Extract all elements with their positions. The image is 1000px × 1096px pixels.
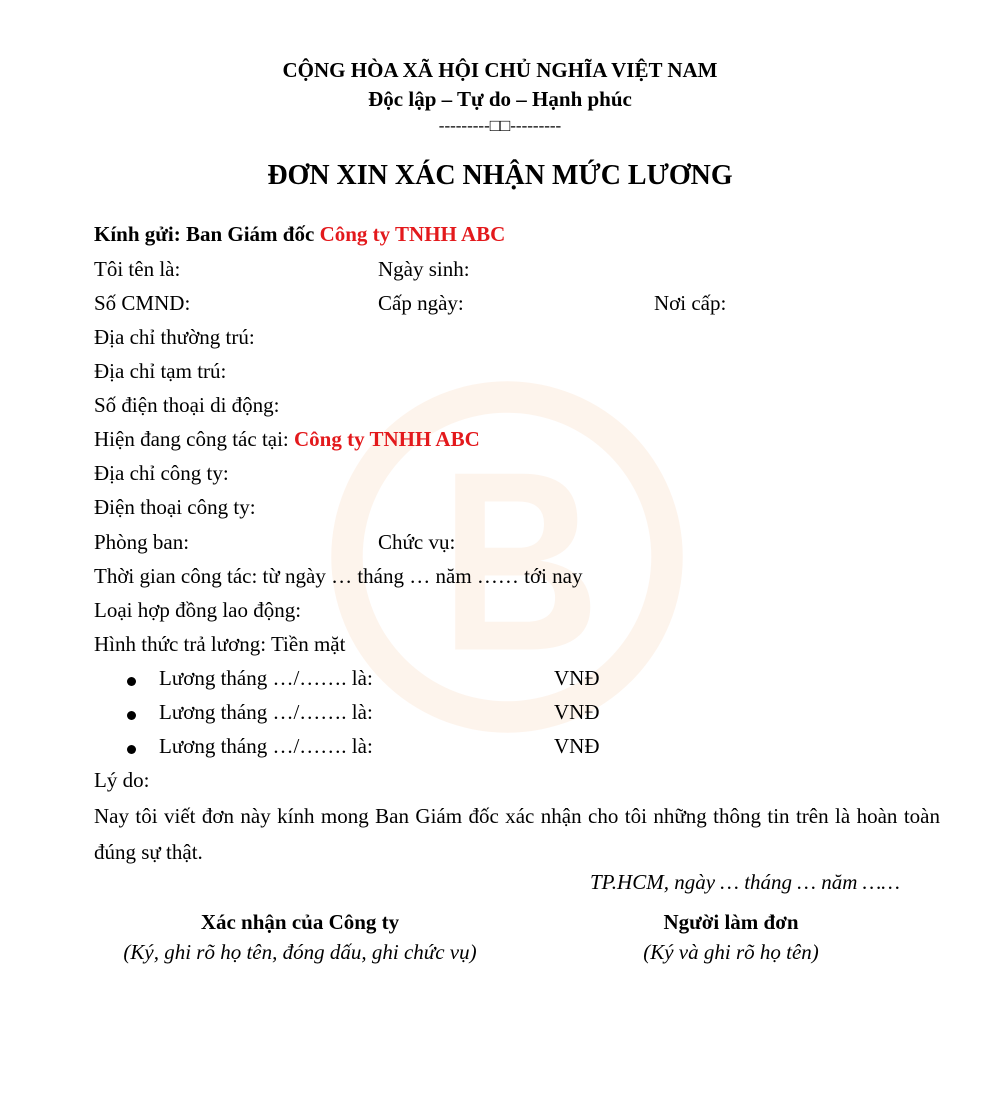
field-mobile-phone: Số điện thoại di động: — [94, 393, 280, 417]
field-department: Phòng ban: — [94, 530, 190, 554]
field-company-phone: Điện thoại công ty: — [94, 495, 256, 519]
field-id-number: Số CMND: — [94, 291, 191, 315]
field-position: Chức vụ: — [378, 530, 456, 554]
national-title: CỘNG HÒA XÃ HỘI CHỦ NGHĨA VIỆT NAM — [282, 58, 718, 82]
field-contract-type: Loại hợp đồng lao động: — [94, 598, 302, 622]
recipient-company: Công ty TNHH ABC — [319, 222, 506, 246]
field-issue-date: Cấp ngày: — [378, 291, 464, 315]
field-permanent-address: Địa chỉ thường trú: — [94, 325, 255, 349]
field-work-period: Thời gian công tác: từ ngày … tháng … năm …… tới nay — [94, 564, 583, 588]
salary-item-1-label: Lương tháng …/……. là: — [159, 666, 373, 690]
workplace-label: Hiện đang công tác tại: — [94, 427, 295, 451]
field-birthdate: Ngày sinh: — [378, 257, 470, 281]
field-issue-place: Nơi cấp: — [654, 291, 727, 315]
national-motto: Độc lập – Tự do – Hạnh phúc — [368, 87, 632, 111]
salary-item-3-label: Lương tháng …/……. là: — [159, 734, 373, 758]
field-workplace — [94, 427, 480, 452]
recipient-line — [94, 222, 505, 247]
recipient-label: Kính gửi: Ban Giám đốc — [94, 222, 320, 246]
field-name: Tôi tên là: — [94, 257, 181, 281]
field-temporary-address: Địa chỉ tạm trú: — [94, 359, 227, 383]
company-signature-note: (Ký, ghi rõ họ tên, đóng dấu, ghi chức vụ) — [123, 940, 477, 964]
applicant-signature-title: Người làm đơn — [663, 910, 799, 934]
field-reason: Lý do: — [94, 768, 150, 792]
request-paragraph: Nay tôi viết đơn này kính mong Ban Giám đốc xác nhận cho tôi những thông tin trên là hoàn toàn đúng sự thật. — [94, 804, 940, 864]
company-signature-block — [94, 910, 506, 965]
salary-item-2-label: Lương tháng …/……. là: — [159, 700, 373, 724]
applicant-signature-note: (Ký và ghi rõ họ tên) — [643, 940, 819, 964]
field-company-address: Địa chỉ công ty: — [94, 461, 229, 485]
document-title: ĐƠN XIN XÁC NHẬN MỨC LƯƠNG — [267, 160, 733, 191]
workplace-company: Công ty TNHH ABC — [294, 427, 480, 451]
header-separator: ---------□□--------- — [438, 116, 562, 135]
company-signature-title: Xác nhận của Công ty — [200, 910, 400, 934]
bullet-icon — [127, 677, 136, 686]
field-payment-method: Hình thức trả lương: Tiền mặt — [94, 632, 346, 656]
bullet-icon — [127, 745, 136, 754]
place-date-line: TP.HCM, ngày … tháng … năm …… — [590, 870, 900, 894]
salary-item-2-currency: VNĐ — [554, 700, 600, 724]
bullet-icon — [127, 711, 136, 720]
salary-item-3-currency: VNĐ — [554, 734, 600, 758]
salary-item-1-currency: VNĐ — [554, 666, 600, 690]
applicant-signature-block — [600, 910, 862, 965]
